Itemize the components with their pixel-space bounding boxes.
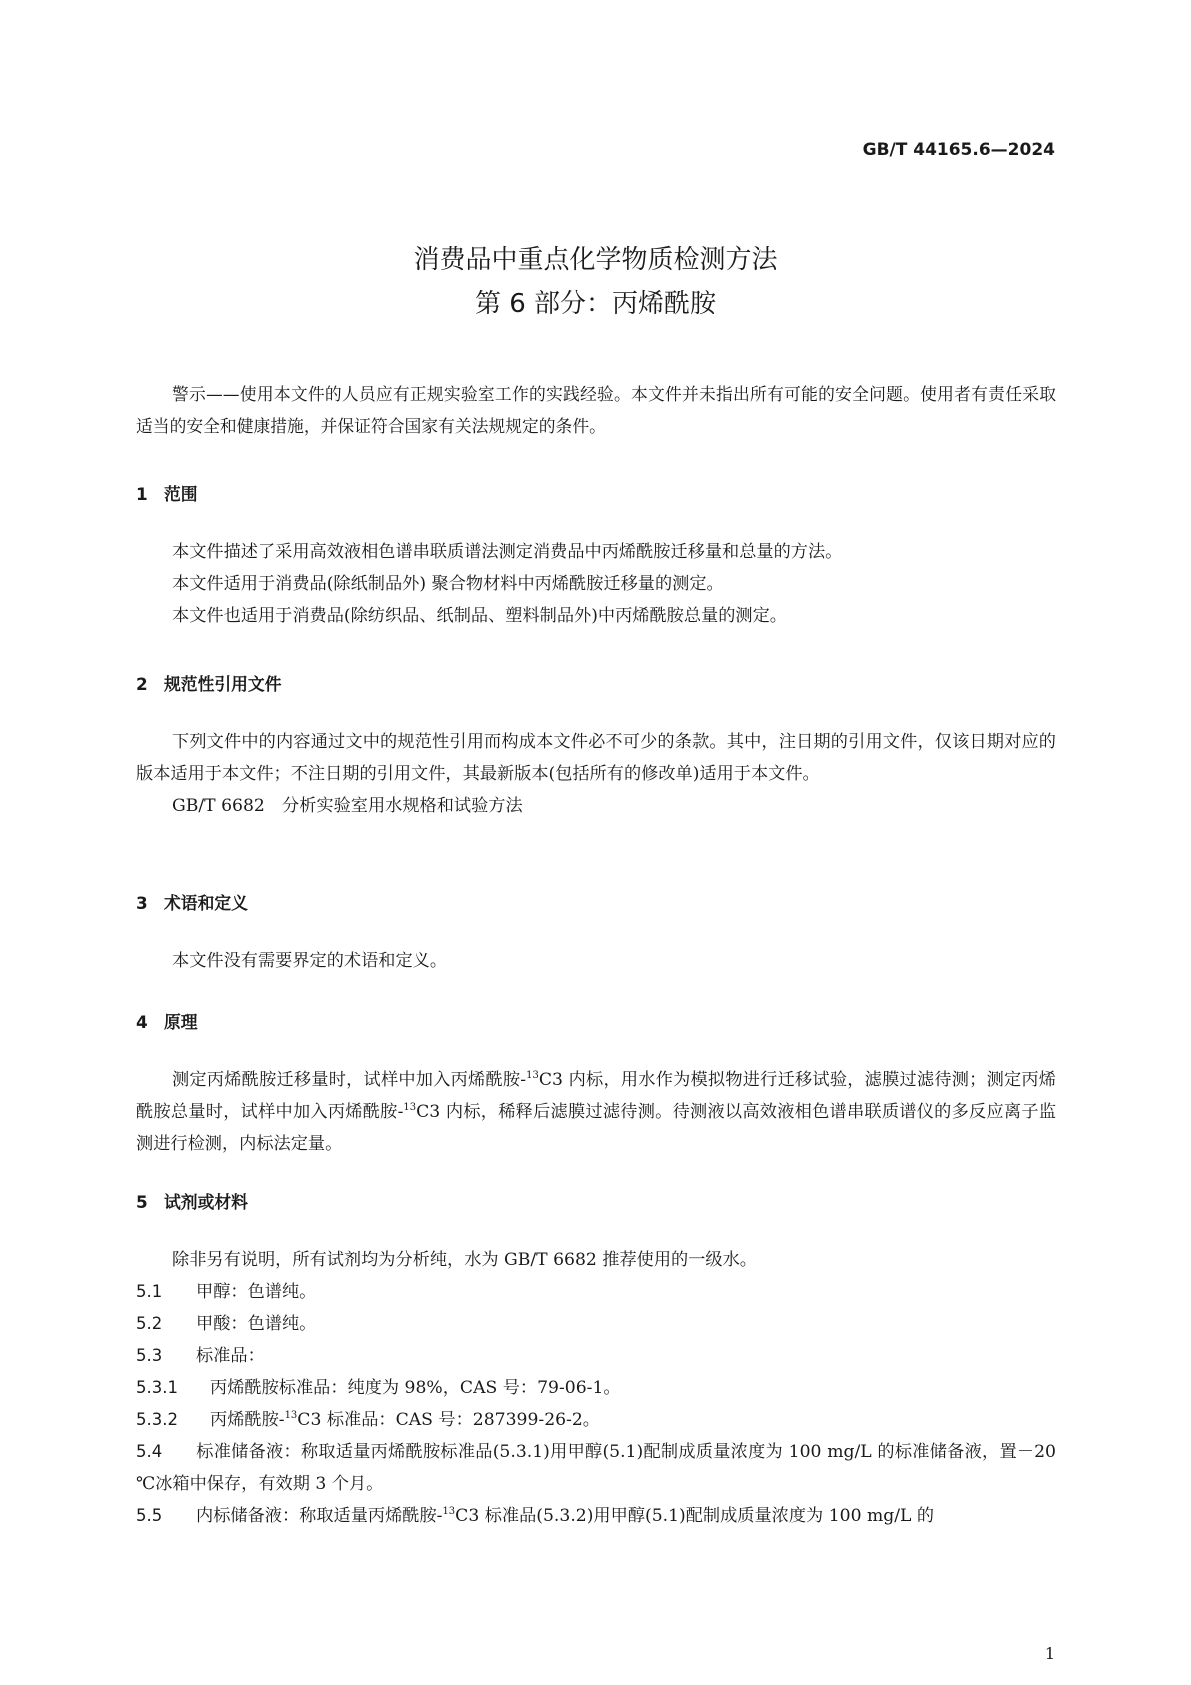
clause-text: 甲酸：色谱纯。 (196, 1314, 317, 1334)
clause-number: 5.2 (136, 1314, 163, 1333)
text-run: C3 内标，稀释后滤膜过滤待测。待测液以高效液相色谱串联质谱仪的多反应离子监测进行检测，内标法定量。 (136, 1102, 1057, 1154)
section-title: 原理 (164, 1012, 198, 1032)
paragraph: 本文件适用于消费品(除纸制品外) 聚合物材料中丙烯酰胺迁移量的测定。 (172, 574, 724, 594)
clause-item (136, 1404, 1056, 1436)
isotope-superscript: 13 (403, 1102, 417, 1113)
clause-number: 5.3 (136, 1346, 163, 1365)
clause-item (136, 1340, 1056, 1372)
text-run: 测定丙烯酰胺迁移量时，试样中加入丙烯酰胺- (172, 1070, 527, 1090)
section-reagents (136, 1186, 1056, 1532)
clause-item (136, 1308, 1056, 1340)
section-normative-references (136, 668, 1056, 822)
section-heading (136, 478, 1056, 510)
section-title: 术语和定义 (164, 893, 248, 913)
section-heading (136, 1186, 1056, 1218)
isotope-superscript: 13 (442, 1506, 456, 1517)
document-title: 消费品中重点化学物质检测方法 (413, 245, 778, 275)
clause-number: 5.5 (136, 1506, 163, 1525)
clause-text: 丙烯酰胺标准品：纯度为 98%，CAS 号：79-06-1。 (210, 1378, 621, 1398)
reference-entry: GB/T 6682 分析实验室用水规格和试验方法 (172, 796, 523, 816)
standard-code: GB/T 44165.6—2024 (862, 140, 1055, 160)
clause-text: 标准品： (196, 1346, 265, 1366)
section-number: 2 (136, 674, 148, 694)
paragraph: 下列文件中的内容通过文中的规范性引用而构成本文件必不可少的条款。其中，注日期的引用文件，仅该日期对应的版本适用于本文件；不注日期的引用文件，其最新版本(包括所有的修改单)适用于本文件。 (136, 732, 1056, 784)
page-number: 1 (1044, 1644, 1055, 1663)
clause-item (136, 1372, 1056, 1404)
section-number: 4 (136, 1012, 148, 1032)
text-run: C3 内标，用水作为模拟物进行迁移试验，滤膜过滤待测；测定丙烯酰胺总量时，试样中加入丙烯酰胺- (136, 1070, 1056, 1122)
clause-item (136, 1500, 1056, 1532)
paragraph: 除非另有说明，所有试剂均为分析纯，水为 GB/T 6682 推荐使用的一级水。 (172, 1250, 757, 1270)
warning-text: 警示——使用本文件的人员应有正规实验室工作的实践经验。本文件并未指出所有可能的安全问题。使用者有责任采取适当的安全和健康措施，并保证符合国家有关法规规定的条件。 (136, 384, 1056, 436)
clause-number: 5.3.1 (136, 1378, 178, 1397)
section-title: 试剂或材料 (164, 1192, 248, 1212)
section-number: 5 (136, 1192, 148, 1212)
section-heading (136, 668, 1056, 700)
section-title: 范围 (164, 484, 198, 504)
paragraph: 本文件也适用于消费品(除纺织品、纸制品、塑料制品外)中丙烯酰胺总量的测定。 (172, 606, 787, 626)
section-terms (136, 887, 1056, 977)
clause-item (136, 1436, 1056, 1500)
clause-number: 5.1 (136, 1282, 163, 1301)
section-heading (136, 887, 1056, 919)
warning-block (136, 378, 1056, 442)
paragraph: 本文件没有需要界定的术语和定义。 (172, 951, 448, 971)
isotope-superscript: 13 (284, 1410, 298, 1421)
document-subtitle: 第 6 部分：丙烯酰胺 (474, 289, 717, 319)
clause-number: 5.3.2 (136, 1410, 178, 1429)
section-number: 1 (136, 484, 148, 504)
clause-text: 标准储备液：称取适量丙烯酰胺标准品(5.3.1)用甲醇(5.1)配制成质量浓度为 100 mg/L 的标准储备液，置－20 ℃冰箱中保存，有效期 3 个月。 (136, 1442, 1056, 1494)
text-run: 丙烯酰胺- (210, 1410, 285, 1430)
section-principle (136, 1006, 1056, 1160)
isotope-superscript: 13 (526, 1070, 539, 1081)
text-run: 内标储备液：称取适量丙烯酰胺- (196, 1506, 443, 1526)
section-title: 规范性引用文件 (164, 674, 282, 694)
text-run: C3 标准品(5.3.2)用甲醇(5.1)配制成质量浓度为 100 mg/L 的 (455, 1506, 935, 1526)
clause-text: 甲醇：色谱纯。 (196, 1282, 317, 1302)
section-heading (136, 1006, 1056, 1038)
text-run: C3 标准品：CAS 号：287399-26-2。 (297, 1410, 600, 1430)
section-scope (136, 478, 1056, 632)
section-number: 3 (136, 893, 148, 913)
clause-number: 5.4 (136, 1442, 163, 1461)
clause-item (136, 1276, 1056, 1308)
paragraph (136, 1064, 1056, 1160)
paragraph: 本文件描述了采用高效液相色谱串联质谱法测定消费品中丙烯酰胺迁移量和总量的方法。 (172, 542, 843, 562)
